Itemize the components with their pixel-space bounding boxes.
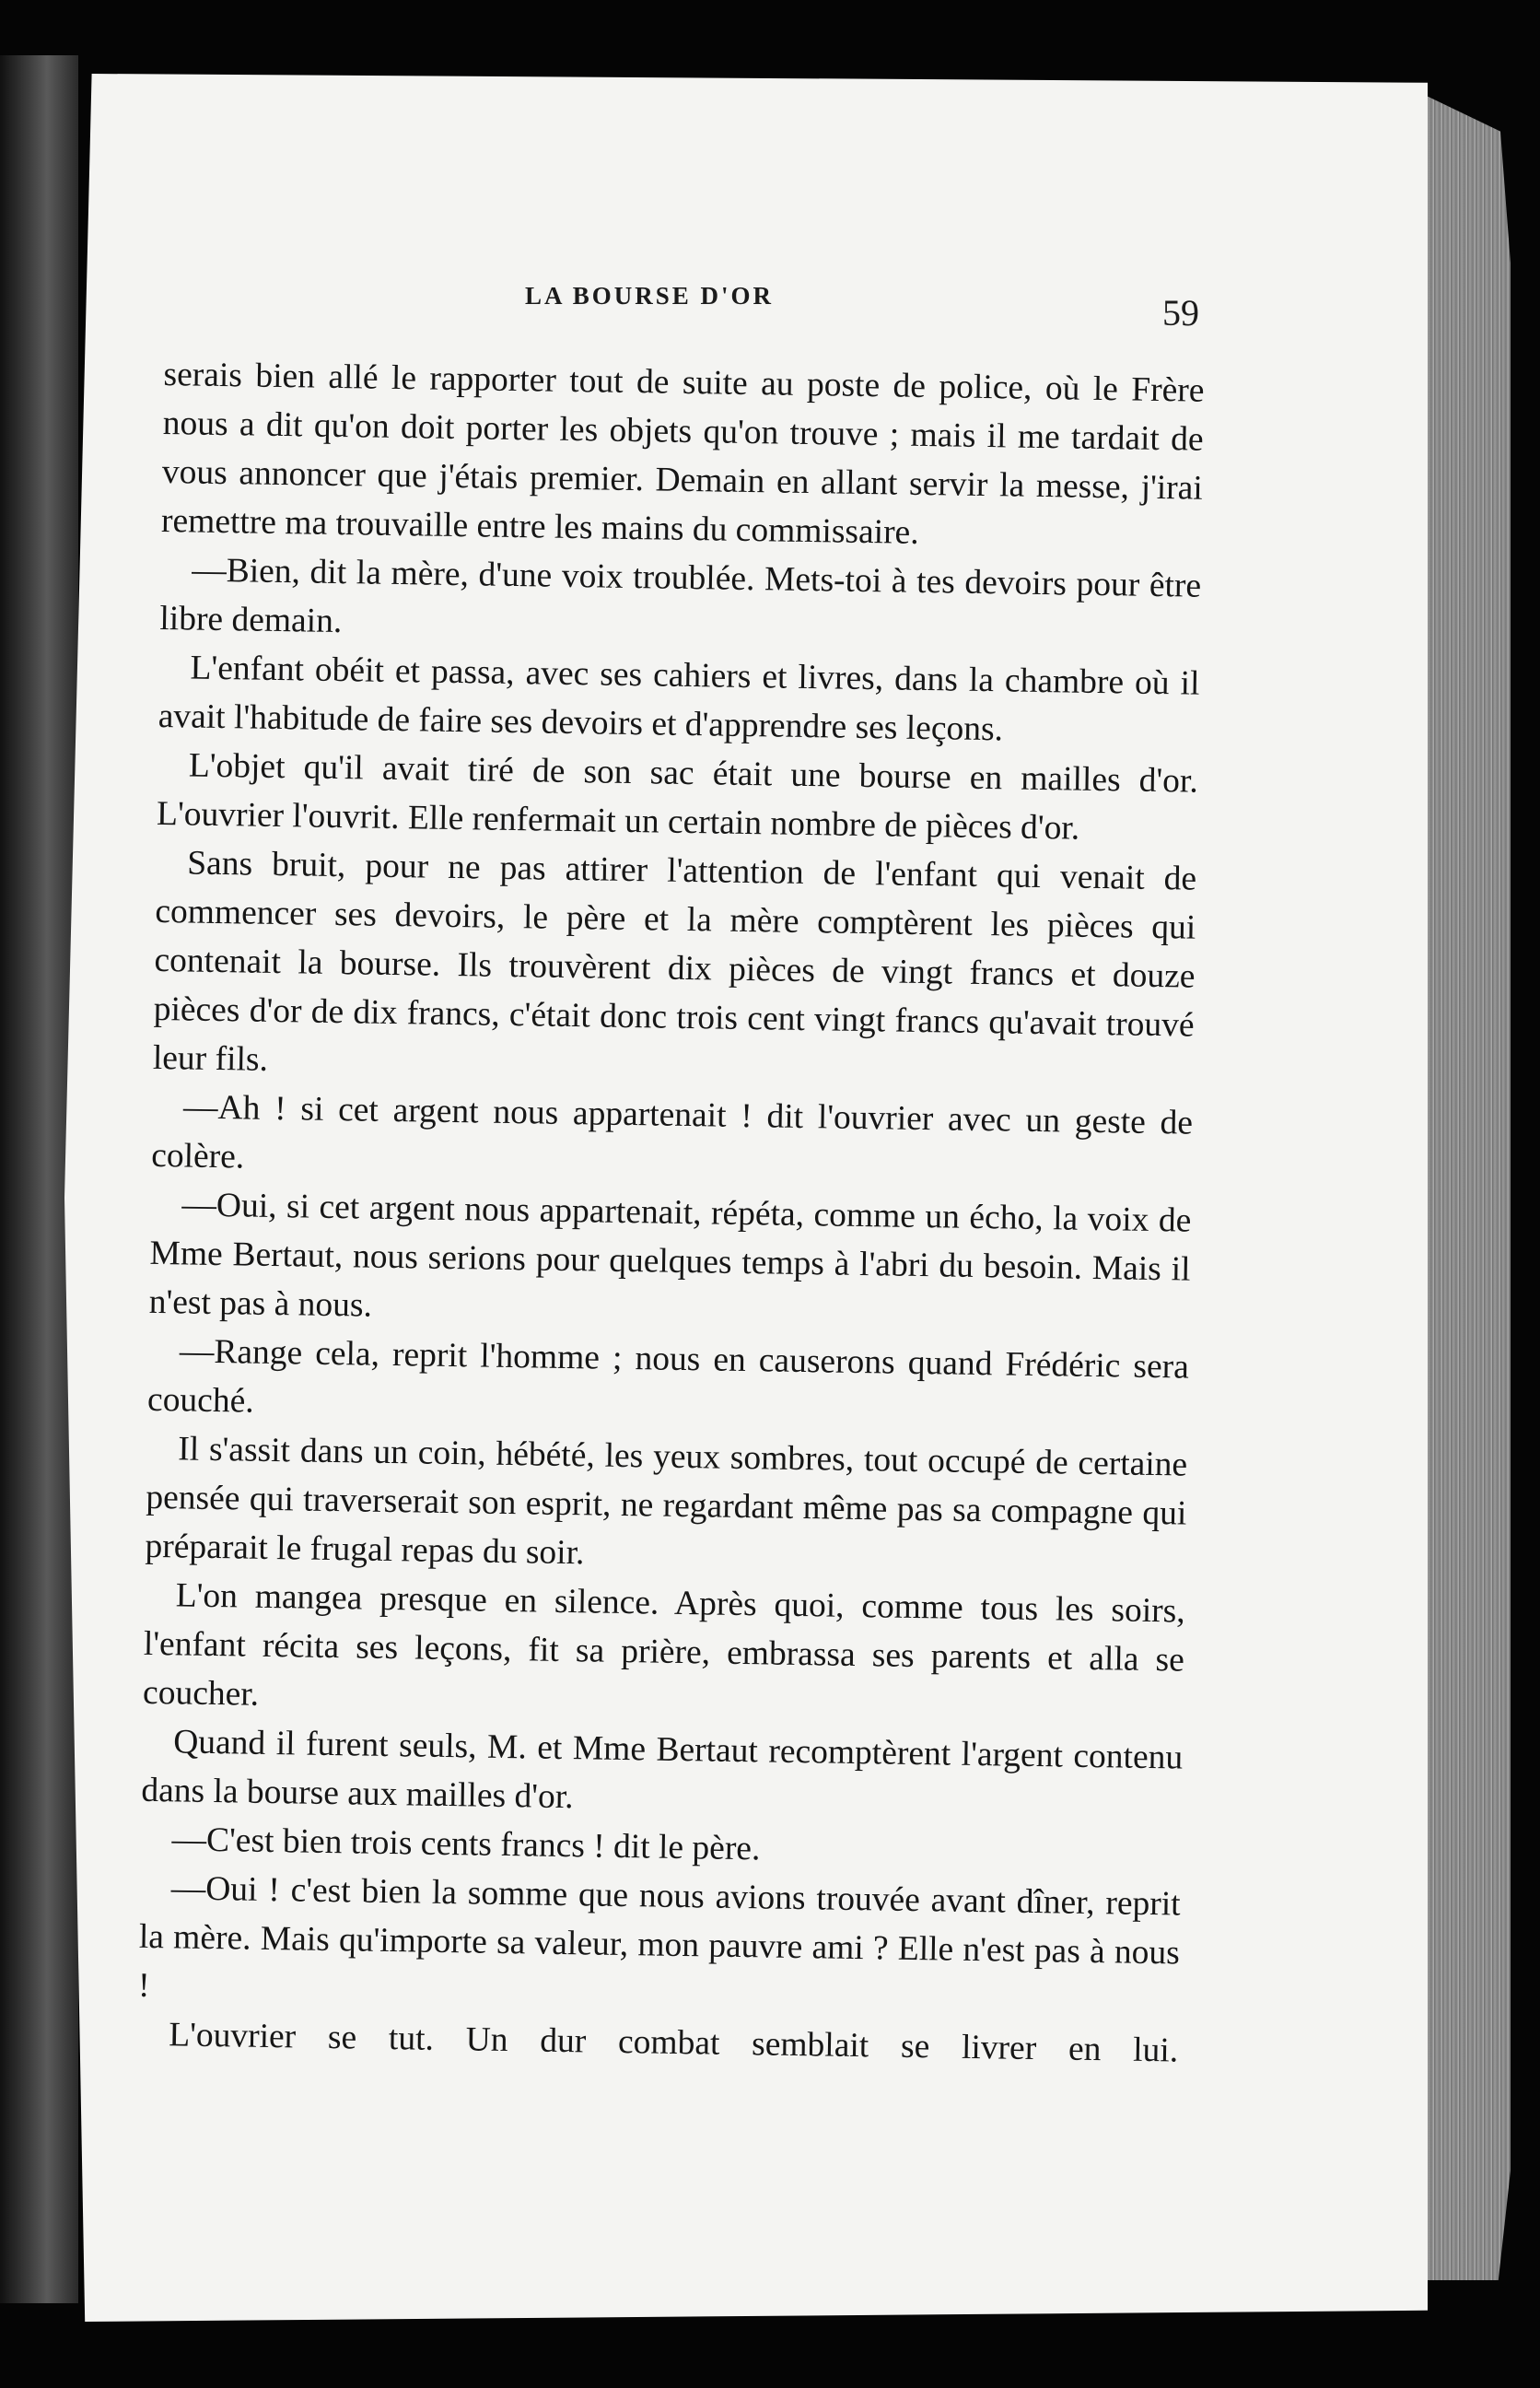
paragraph: —C'est bien trois cents francs ! dit le père. xyxy=(171,1820,761,1868)
paragraph: —Bien, dit la mère, d'une voix troublée. Mets-toi à tes devoirs pour être libre demain. xyxy=(159,551,1202,641)
paragraph: L'objet qu'il avait tiré de son sac était une bourse en mailles d'or. L'ouvrier l'ouvrit. Elle renfermait un certain nombre de pièces d'or. xyxy=(156,746,1199,848)
paragraph: Quand il furent seuls, M. et Mme Bertaut recomptèrent l'argent contenu dans la bourse aux mailles d'or. xyxy=(141,1723,1184,1817)
paragraph: —Oui ! c'est bien la somme que nous avions trouvée avant dîner, reprit la mère. Mais qu'importe sa valeur, mon pauvre ami ? Elle n'est pas à nous ! xyxy=(137,1869,1181,2005)
paragraph: —Ah ! si cet argent nous appartenait ! dit l'ouvrier avec un geste de colère. xyxy=(150,1088,1194,1176)
running-head: LA BOURSE D'OR xyxy=(525,282,775,310)
paragraph: L'ouvrier se tut. Un dur combat semblait se livrer en lui. xyxy=(168,2016,1179,2070)
page-number: 59 xyxy=(1162,292,1199,334)
paragraph: serais bien allé le rapporter tout de suite au poste de police, où le Frère nous a dit qu'on doit porter les objets qu'on trouve ; mais il me tardait de vous annoncer que j'étais premier. Demain en allant servir la messe, j'irai remettre ma trouvaille entre les mains du commissaire. xyxy=(160,355,1205,552)
paragraph: —Oui, si cet argent nous appartenait, répéta, comme un écho, la voix de Mme Bertaut, nous serions pour quelques temps à l'abri du besoin. Mais il n'est pas à nous. xyxy=(148,1186,1192,1325)
paragraph: L'enfant obéit et passa, avec ses cahiers et livres, dans la chambre où il avait l'habitude de faire ses devoirs et d'apprendre ses leçons. xyxy=(158,649,1200,749)
body-text xyxy=(137,350,1205,2076)
paragraph: Sans bruit, pour ne pas attirer l'attention de l'enfant qui venait de commencer ses devoirs, le père et la mère comptèrent les pièces qui contenait la bourse. Ils trouvèrent dix pièces de vingt francs et douze pièces d'or de dix francs, c'était donc trois cent vingt francs qu'avait trouvé leur fils. xyxy=(152,844,1197,1079)
paragraph: Il s'assit dans un coin, hébété, les yeux sombres, tout occupé de certaine pensée qui traverserait son esprit, ne regardant même pas sa compagne qui préparait le frugal repas du soir. xyxy=(145,1430,1188,1573)
paragraph: L'on mangea presque en silence. Après quoi, comme tous les soirs, l'enfant récita ses leçons, fit sa prière, embrassa ses parents et alla se coucher. xyxy=(142,1576,1185,1714)
paragraph: —Range cela, reprit l'homme ; nous en causerons quand Frédéric sera couché. xyxy=(146,1332,1190,1421)
